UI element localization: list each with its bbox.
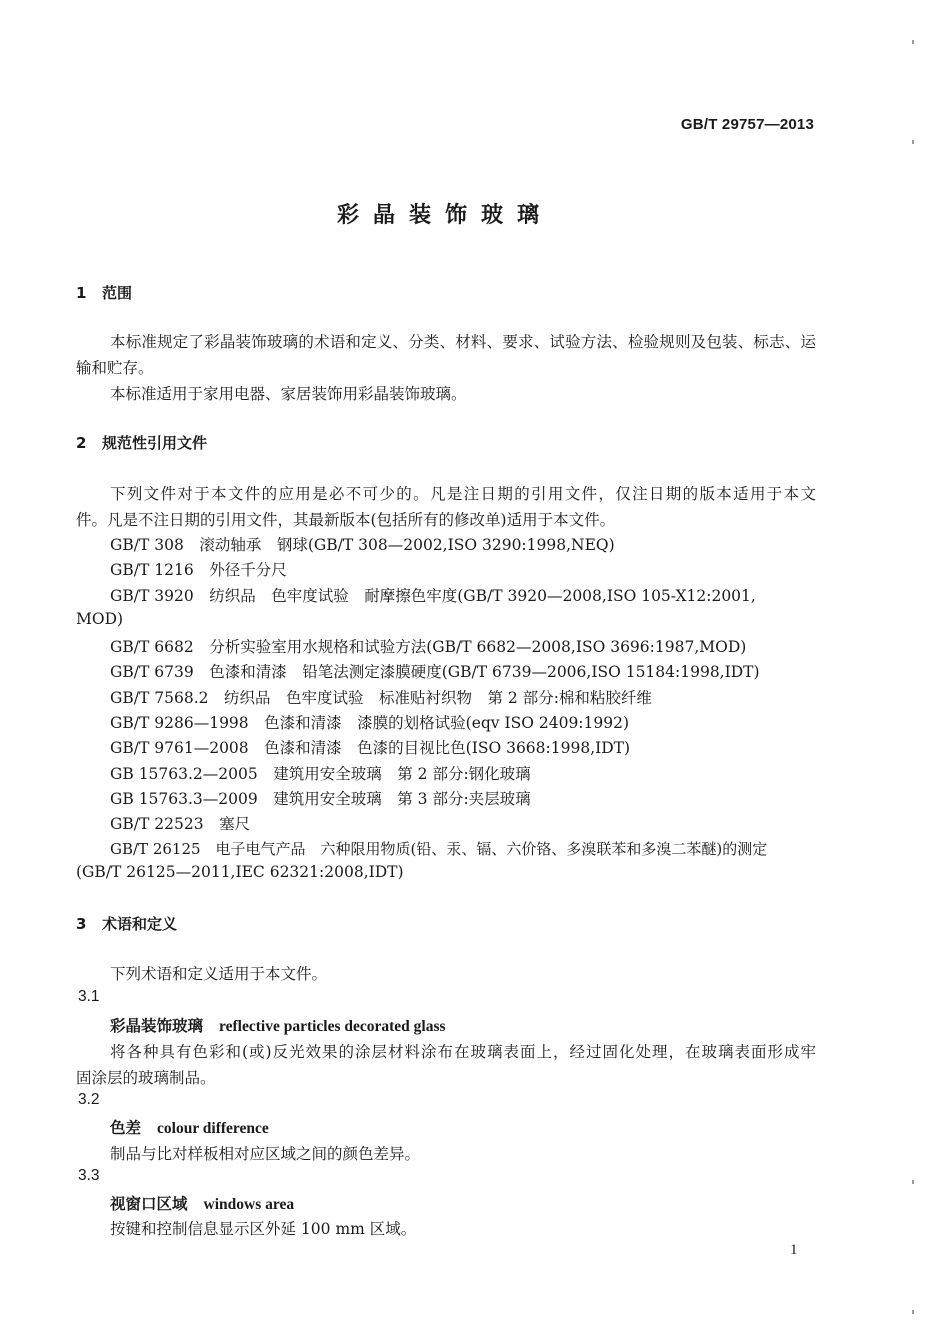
section-title: 规范性引用文件 xyxy=(102,434,208,452)
term-entry xyxy=(110,1192,294,1214)
section-title: 范围 xyxy=(102,284,133,302)
reference-item-continued: MOD) xyxy=(76,610,124,628)
terms-intro: 下列术语和定义适用于本文件。 xyxy=(110,965,328,983)
term-number: 3.3 xyxy=(78,1167,100,1184)
binding-mark xyxy=(912,40,914,44)
reference-item: GB/T 6739 色漆和清漆 铅笔法测定漆膜硬度(GB/T 6739—2006,ISO 15184:1998,IDT) xyxy=(110,663,760,681)
term-english: windows area xyxy=(203,1196,295,1213)
term-english: reflective particles decorated glass xyxy=(219,1018,446,1035)
reference-item: GB 15763.2—2005 建筑用安全玻璃 第 2 部分:钢化玻璃 xyxy=(110,765,531,783)
page-number: 1 xyxy=(790,1242,798,1258)
reference-item: GB/T 26125 电子电气产品 六种限用物质(铅、汞、镉、六价铬、多溴联苯和多溴二苯醚)的测定 xyxy=(110,840,768,858)
reference-item: GB/T 1216 外径千分尺 xyxy=(110,561,287,579)
term-chinese: 彩晶装饰玻璃 xyxy=(110,1017,204,1035)
reference-item: GB/T 7568.2 纺织品 色牢度试验 标准贴衬织物 第 2 部分:棉和粘胶纤维 xyxy=(110,689,652,707)
scope-paragraph-line: 输和贮存。 xyxy=(76,359,154,377)
binding-mark xyxy=(912,1180,914,1184)
section-number: 3 xyxy=(76,915,87,933)
references-intro-line: 下列文件对于本文件的应用是必不可少的。凡是注日期的引用文件，仅注日期的版本适用于本文 xyxy=(110,485,816,503)
term-entry xyxy=(110,1116,269,1138)
section-number: 1 xyxy=(76,284,87,302)
term-number: 3.2 xyxy=(78,1091,100,1108)
reference-item: GB/T 22523 塞尺 xyxy=(110,815,251,833)
term-definition-line: 制品与比对样板相对应区域之间的颜色差异。 xyxy=(110,1145,421,1163)
binding-mark xyxy=(912,1310,914,1314)
document-title: 彩晶装饰玻璃 xyxy=(336,203,553,228)
term-definition-line: 固涂层的玻璃制品。 xyxy=(76,1069,216,1087)
reference-item: GB/T 308 滚动轴承 钢球(GB/T 308—2002,ISO 3290:1998,NEQ) xyxy=(110,536,615,554)
term-definition-line: 将各种具有色彩和(或)反光效果的涂层材料涂布在玻璃表面上，经过固化处理，在玻璃表面形成牢 xyxy=(110,1043,816,1061)
reference-item-continued: (GB/T 26125—2011,IEC 62321:2008,IDT) xyxy=(76,863,404,881)
section-number: 2 xyxy=(76,434,87,452)
section-2-heading xyxy=(76,432,207,453)
term-chinese: 视窗口区域 xyxy=(110,1195,188,1213)
section-1-heading xyxy=(76,282,132,303)
binding-mark xyxy=(912,140,914,144)
reference-item: GB/T 3920 纺织品 色牢度试验 耐摩擦色牢度(GB/T 3920—2008,ISO 105-X12:2001, xyxy=(110,587,756,605)
section-title: 术语和定义 xyxy=(102,915,178,933)
reference-item: GB/T 9761—2008 色漆和清漆 色漆的目视比色(ISO 3668:1998,IDT) xyxy=(110,739,631,757)
section-3-heading xyxy=(76,913,177,934)
term-number: 3.1 xyxy=(78,988,100,1005)
term-definition-line: 按键和控制信息显示区外延 100 mm 区域。 xyxy=(110,1220,417,1238)
standard-number: GB/T 29757—2013 xyxy=(680,116,814,133)
term-chinese: 色差 xyxy=(110,1119,142,1137)
scope-paragraph: 本标准适用于家用电器、家居装饰用彩晶装饰玻璃。 xyxy=(110,385,467,403)
references-intro-line: 件。凡是不注日期的引用文件，其最新版本(包括所有的修改单)适用于本文件。 xyxy=(76,511,616,529)
term-english: colour difference xyxy=(157,1120,269,1137)
reference-item: GB 15763.3—2009 建筑用安全玻璃 第 3 部分:夹层玻璃 xyxy=(110,790,531,808)
reference-item: GB/T 6682 分析实验室用水规格和试验方法(GB/T 6682—2008,ISO 3696:1987,MOD) xyxy=(110,638,747,656)
scope-paragraph-line: 本标准规定了彩晶装饰玻璃的术语和定义、分类、材料、要求、试验方法、检验规则及包装、标志、运 xyxy=(110,333,816,351)
term-entry xyxy=(110,1014,446,1036)
reference-item: GB/T 9286—1998 色漆和清漆 漆膜的划格试验(eqv ISO 2409:1992) xyxy=(110,714,630,732)
